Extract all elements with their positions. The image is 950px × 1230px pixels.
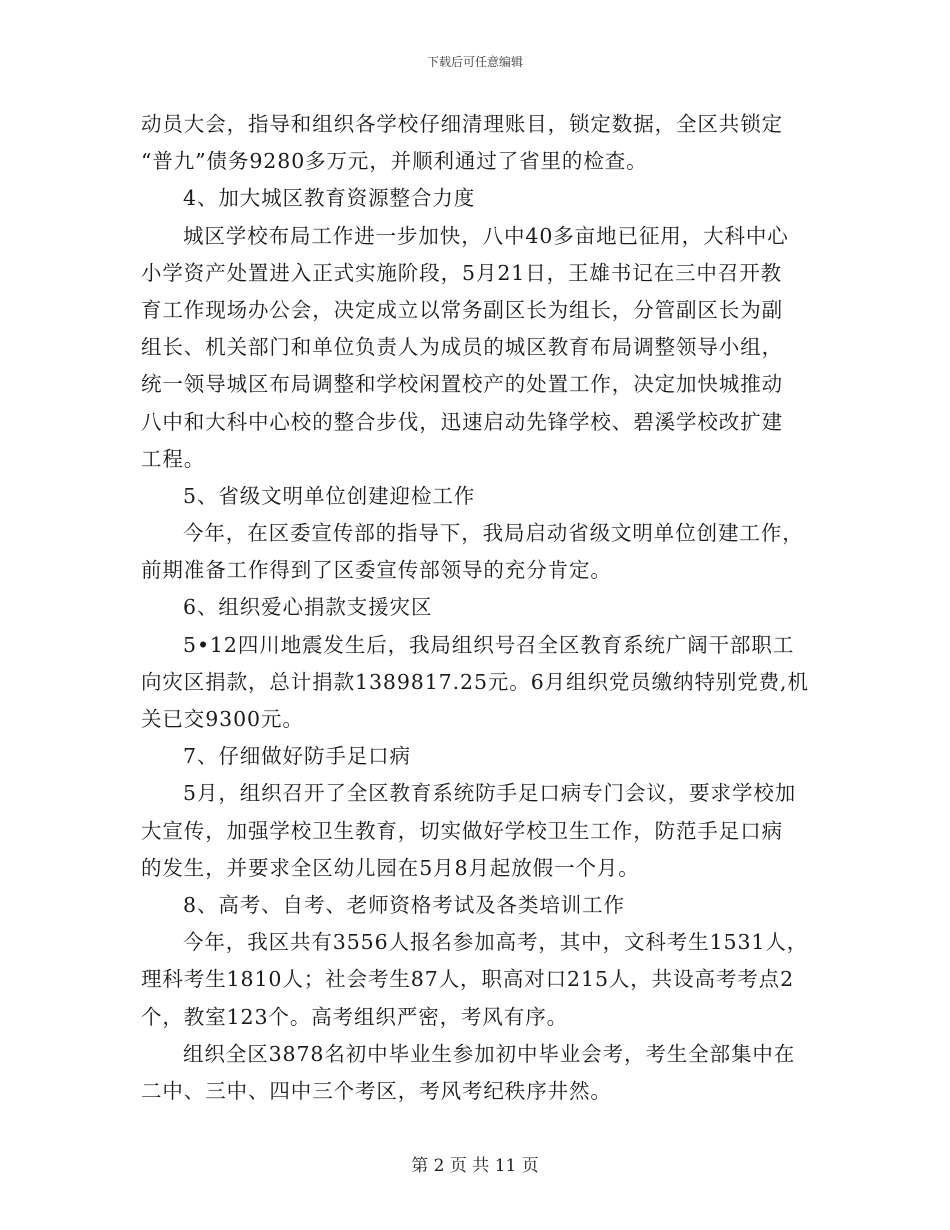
body-line-27: 二中、三中、四中三个考区，考风考纪秩序井然。 [141, 1078, 612, 1103]
body-line-16: 向灾区捐款，总计捐款1389817.25元。6月组织党员缴纳特别党费,机 [141, 669, 809, 694]
section-heading-4: 4、加大城区教育资源整合力度 [183, 186, 476, 211]
page-footer [0, 1156, 950, 1176]
body-line-12: 今年，在区委宣传部的指导下，我局启动省级文明单位创建工作， [183, 521, 804, 546]
document-body [141, 106, 816, 1110]
section-heading-7: 7、仔细做好防手足口病 [183, 744, 411, 769]
body-line-26: 组织全区3878名初中毕业生参加初中毕业会考，考生全部集中在 [183, 1041, 796, 1066]
body-line-1: 动员大会，指导和组织各学校仔细清理账目，锁定数据，全区共锁定 [141, 112, 783, 136]
section-heading-5: 5、省级文明单位创建迎检工作 [183, 483, 476, 508]
section-heading-6: 6、组织爱心捐款支援灾区 [183, 595, 433, 620]
body-line-7: 组长、机关部门和单位负责人为成员的城区教育布局调整领导小组， [141, 335, 783, 360]
body-line-15: 5•12四川地震发生后，我局组织号召全区教育系统广阔干部职工 [183, 632, 795, 657]
body-line-21: 的发生，并要求全区幼儿园在5月8月起放假一个月。 [141, 855, 640, 880]
body-line-2: “普九”债务9280多万元，并顺利通过了省里的检查。 [141, 149, 648, 174]
section-heading-8: 8、高考、自考、老师资格考试及各类培训工作 [183, 892, 625, 917]
body-line-17: 关已交9300元。 [141, 707, 304, 731]
body-line-5: 小学资产处置进入正式实施阶段，5月21日，王雄书记在三中召开教 [141, 260, 783, 285]
page-label-mid: 页 共 [449, 1156, 490, 1176]
page-label-suffix: 页 [521, 1156, 539, 1176]
body-line-25: 个，教室123个。高考组织严密，考风有序。 [141, 1004, 569, 1029]
page-label-prefix: 第 [411, 1156, 429, 1176]
body-line-9: 八中和大科中心校的整合步伐，迅速启动先锋学校、碧溪学校改扩建 [141, 409, 783, 434]
body-line-4: 城区学校布局工作进一步加快，八中40多亩地已征用，大科中心 [183, 223, 789, 248]
body-line-20: 大宣传，加强学校卫生教育，切实做好学校卫生工作，防范手足口病 [141, 818, 783, 843]
body-line-6: 育工作现场办公会，决定成立以常务副区长为组长，分管副区长为副 [141, 297, 783, 322]
body-line-13: 前期准备工作得到了区委宣传部领导的充分肯定。 [141, 558, 612, 583]
page-header [0, 55, 950, 69]
body-line-23: 今年，我区共有3556人报名参加高考，其中，文科考生1531人， [183, 930, 809, 955]
header-text: 下载后可任意编辑 [426, 55, 523, 69]
body-line-19: 5月，组织召开了全区教育系统防手足口病专门会议，要求学校加 [183, 781, 797, 806]
body-line-8: 统一领导城区布局调整和学校闲置校产的处置工作，决定加快城推动 [141, 372, 783, 397]
current-page-number: 2 [433, 1156, 445, 1176]
body-line-24: 理科考生1810人；社会考生87人，职高对口215人，共设高考考点2 [141, 967, 795, 992]
total-pages-number: 11 [494, 1156, 517, 1176]
body-line-10: 工程。 [141, 446, 206, 471]
